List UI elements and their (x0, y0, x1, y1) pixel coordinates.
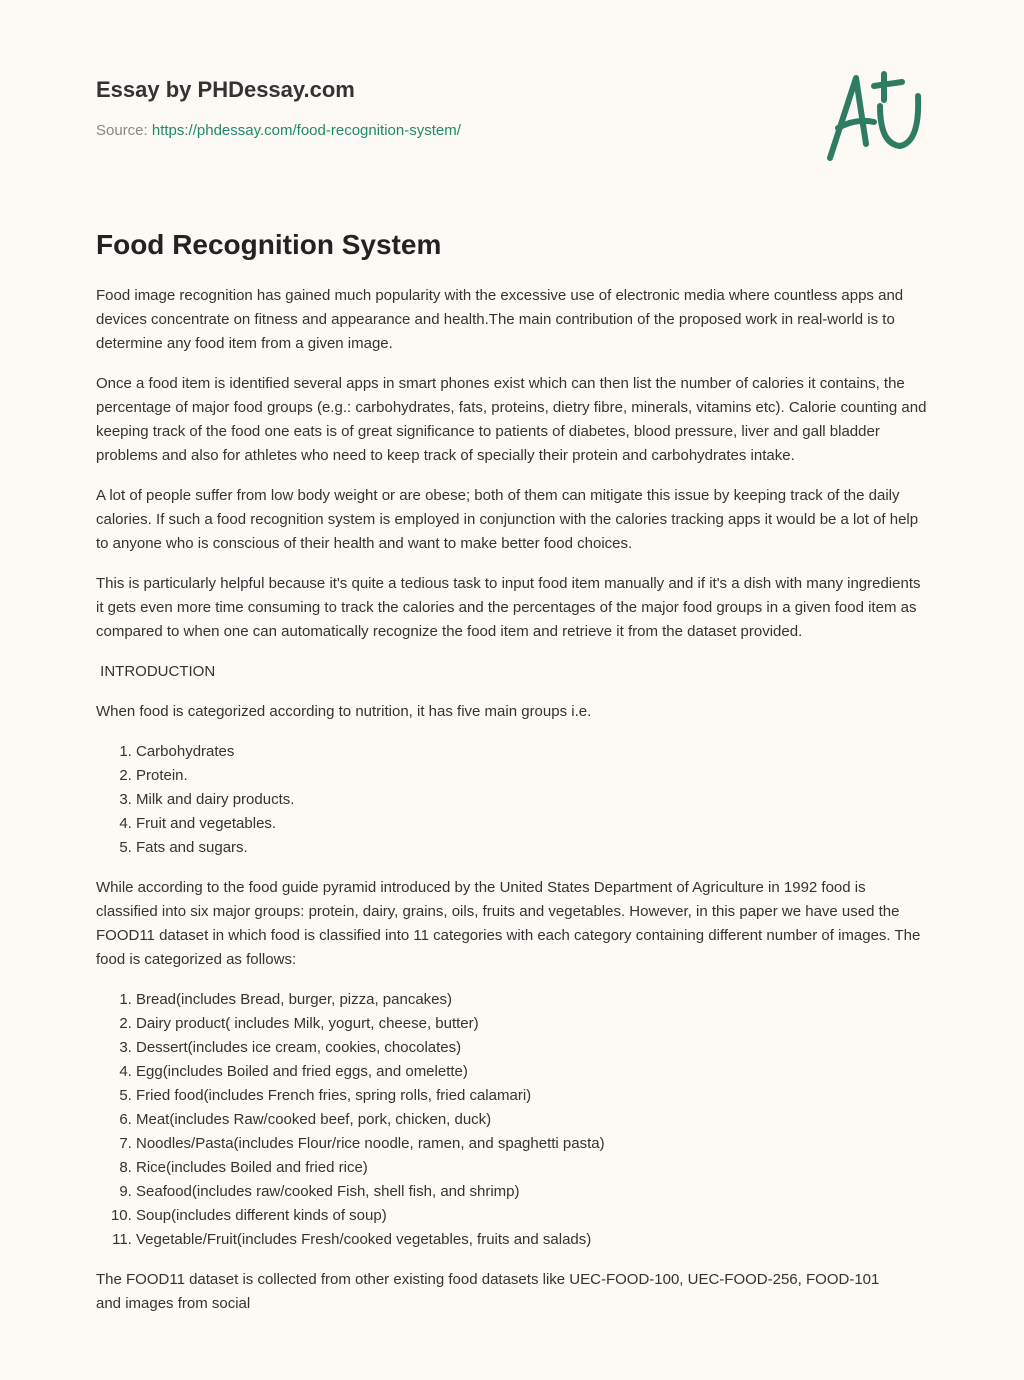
paragraph: Once a food item is identified several apps in smart phones exist which can then list the number of calories it contains, the percentage of major food groups (e.g.: carbohydrates, fats, proteins, dietry fibre, minerals, vitamins etc). Calorie counting and keeping track of the food one eats is of great significance to patients of diabetes, blood pressure, liver and gall bladder problems and also for athletes who need to keep track of specially their protein and carbohydrates intake. (96, 375, 927, 464)
list-item: 3. Milk and dairy products. (136, 788, 930, 812)
site-title: Essay by PHDessay.com (96, 77, 355, 102)
paragraph: This is particularly helpful because it's quite a tedious task to input food item manually and if it's a dish with many ingredients it gets even more time consuming to track the calories and the percentages of the major food groups in a given food item as compared to when one can automatically recognize the food item and retrieve it from the dataset provided. (96, 575, 921, 640)
list-item: 10. Soup(includes different kinds of soup) (136, 1204, 930, 1228)
list-item: 5. Fats and sugars. (136, 836, 930, 860)
list-item: 3. Dessert(includes ice cream, cookies, chocolates) (136, 1036, 930, 1060)
list-item: 11. Vegetable/Fruit(includes Fresh/cooked vegetables, fruits and salads) (136, 1228, 930, 1252)
list-item: 5. Fried food(includes French fries, spring rolls, fried calamari) (136, 1084, 930, 1108)
list-item: 2. Protein. (136, 764, 930, 788)
list-item: 1. Bread(includes Bread, burger, pizza, pancakes) (136, 988, 930, 1012)
source-label: Source: (96, 122, 152, 139)
list-item: 1. Carbohydrates (136, 740, 930, 764)
nutrition-groups-list (96, 740, 930, 860)
paragraph: While according to the food guide pyramid introduced by the United States Department of Agriculture in 1992 food is classified into six major groups: protein, dairy, grains, oils, fruits and vegetables. However, in this paper we have used the FOOD11 dataset in which food is classified into 11 categories with each category containing different number of images. The food is categorized as follows: (96, 879, 921, 968)
food11-categories-list (96, 988, 930, 1252)
list-item: 7. Noodles/Pasta(includes Flour/rice noodle, ramen, and spaghetti pasta) (136, 1132, 930, 1156)
list-item: 4. Egg(includes Boiled and fried eggs, and omelette) (136, 1060, 930, 1084)
paragraph: Food image recognition has gained much popularity with the excessive use of electronic media where countless apps and devices concentrate on fitness and appearance and health.The main contribution of the proposed work in real-world is to determine any food item from a given image. (96, 287, 904, 352)
article-title: Food Recognition System (96, 229, 442, 260)
article (96, 226, 930, 1332)
list-item: 6. Meat(includes Raw/cooked beef, pork, chicken, duck) (136, 1108, 930, 1132)
paragraph: A lot of people suffer from low body weight or are obese; both of them can mitigate this issue by keeping track of the daily calories. If such a food recognition system is employed in conjunction with the calories tracking apps it would be a lot of help to anyone who is conscious of their health and want to make better food choices. (96, 487, 919, 552)
a-plus-logo-icon (822, 66, 932, 166)
paragraph: When food is categorized according to nutrition, it has five main groups i.e. (96, 703, 592, 720)
section-heading-introduction: INTRODUCTION (96, 663, 216, 680)
paragraph: The FOOD11 dataset is collected from other existing food datasets like UEC-FOOD-100, UEC-FOOD-256, FOOD-101 and images from social (96, 1271, 880, 1312)
page-header (96, 74, 928, 139)
source-line (96, 122, 928, 139)
list-item: 9. Seafood(includes raw/cooked Fish, shell fish, and shrimp) (136, 1180, 930, 1204)
source-link[interactable]: https://phdessay.com/food-recognition-system/ (151, 122, 461, 139)
list-item: 4. Fruit and vegetables. (136, 812, 930, 836)
list-item: 2. Dairy product( includes Milk, yogurt, cheese, butter) (136, 1012, 930, 1036)
list-item: 8. Rice(includes Boiled and fried rice) (136, 1156, 930, 1180)
